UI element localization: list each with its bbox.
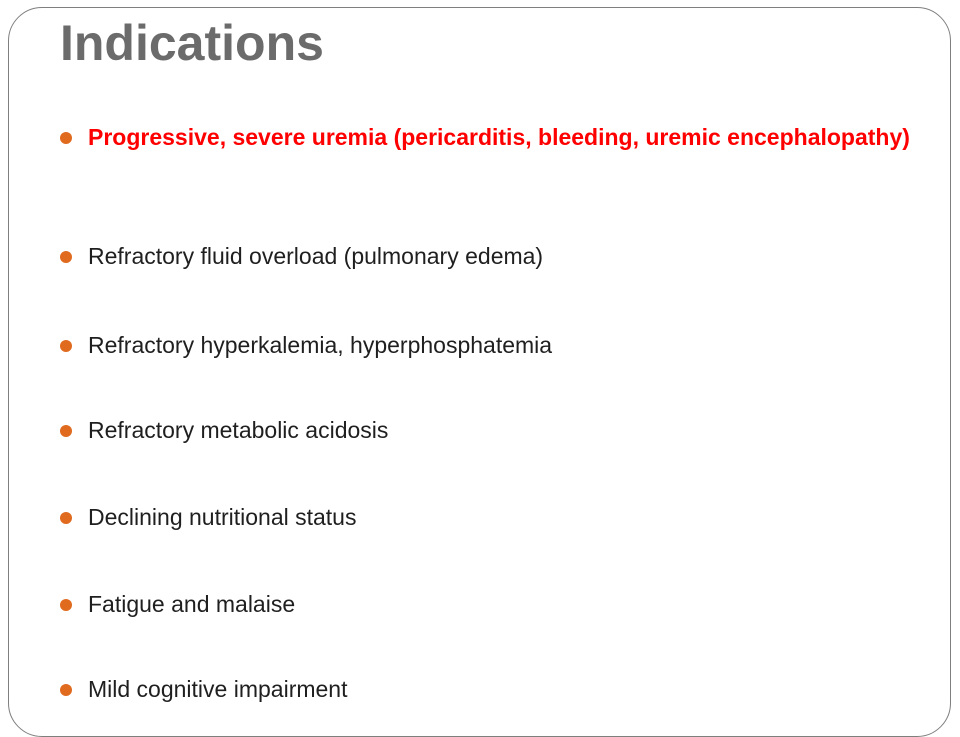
slide-frame — [8, 7, 951, 737]
bullet-marker-icon — [60, 425, 72, 437]
bullet-marker-icon — [60, 684, 72, 696]
bullet-text: Declining nutritional status — [88, 504, 357, 530]
bullet-item-severe-uremia — [60, 121, 920, 153]
bullet-marker-icon — [60, 340, 72, 352]
slide-title: Indications — [60, 15, 324, 71]
bullet-text: Refractory hyperkalemia, hyperphosphatemia — [88, 332, 553, 358]
bullet-text: Refractory metabolic acidosis — [88, 417, 389, 443]
bullet-marker-icon — [60, 251, 72, 263]
bullet-item-metabolic-acidosis — [60, 414, 920, 446]
bullet-item-cognitive-impairment — [60, 673, 920, 705]
bullet-item-hyperkalemia — [60, 329, 920, 361]
bullet-text: Fatigue and malaise — [88, 591, 296, 617]
bullet-marker-icon — [60, 512, 72, 524]
bullet-marker-icon — [60, 132, 72, 144]
bullet-item-nutritional-status — [60, 501, 920, 533]
bullet-item-fluid-overload — [60, 240, 920, 272]
bullet-text: Refractory fluid overload (pulmonary edema) — [88, 243, 544, 269]
bullet-item-fatigue-malaise — [60, 588, 920, 620]
bullet-text: Progressive, severe uremia (pericarditis, bleeding, uremic encephalopathy) — [88, 124, 910, 150]
bullet-text: Mild cognitive impairment — [88, 676, 348, 702]
bullet-marker-icon — [60, 599, 72, 611]
